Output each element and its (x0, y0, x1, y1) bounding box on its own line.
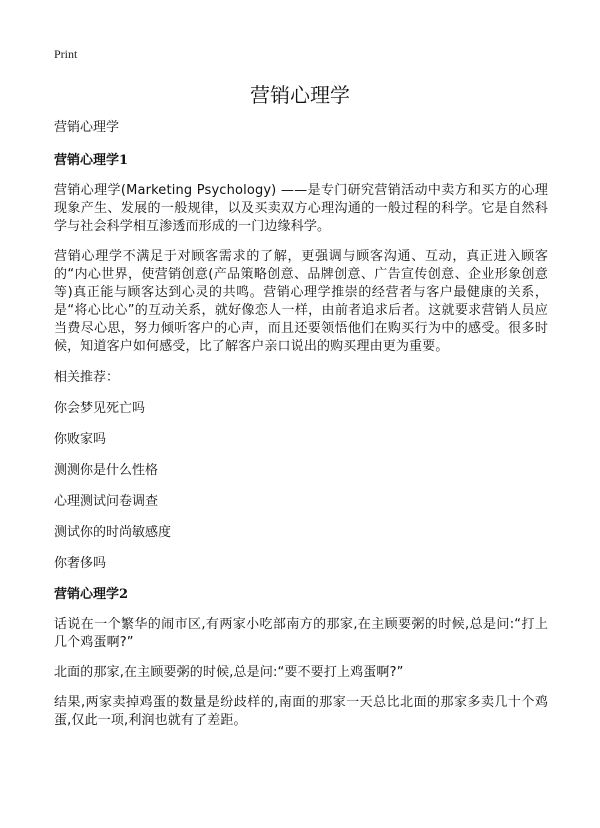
paragraph-story-result: 结果,两家卖掉鸡蛋的数量是纷歧样的,南面的那家一天总比北面的那家多卖几十个鸡蛋,仅此一项,利润也就有了差距。 (54, 695, 548, 728)
document-subtitle: 营销心理学 (54, 120, 120, 135)
section-heading-1: 营销心理学1 (54, 153, 129, 168)
related-item[interactable]: 你会梦见死亡吗 (54, 401, 146, 416)
page-title: 营销心理学 (250, 83, 350, 107)
paragraph-description: 营销心理学不满足于对顾客需求的了解，更强调与顾客沟通、互动，真正进入顾客的“内心世界，使营销创意(产品策略创意、品牌创意、广告宣传创意、企业形象创意等)真正能与顾客达到心灵的共鸣。营销心理学推崇的经营者与客户最健康的关系，是“将心比心”的互动关系，就好像恋人一样，由前者追求后者。这就要求营销人员应当费尽心思，努力倾听客户的心声，而且还要领悟他们在购买行为中的感受。很多时候，知道客户如何感受，比了解客户亲口说出的购买理由更为重要。 (54, 249, 548, 354)
paragraph-story-north: 北面的那家,在主顾要粥的时候,总是问:“要不要打上鸡蛋啊?” (54, 665, 404, 680)
related-item[interactable]: 你败家吗 (54, 432, 107, 447)
related-item[interactable]: 你奢侈吗 (54, 556, 107, 571)
related-list (54, 399, 548, 573)
article-body (54, 118, 548, 742)
related-label: 相关推荐： (54, 370, 120, 385)
paragraph-story-south: 话说在一个繁华的闹市区,有两家小吃部南方的那家,在主顾要粥的时候,总是问:“打上几个鸡蛋啊?” (54, 617, 548, 650)
paragraph-definition: 营销心理学(Marketing Psychology) ——是专门研究营销活动中卖方和买方的心理现象产生、发展的一般规律，以及买卖双方心理沟通的一般过程的科学。它是自然科学与社会科学相互渗透而形成的一门边缘科学。 (54, 183, 548, 234)
related-item[interactable]: 测测你是什么性格 (54, 463, 159, 478)
related-item[interactable]: 心理测试问卷调查 (54, 494, 159, 509)
section-2 (54, 585, 548, 730)
print-link[interactable]: Print (54, 47, 78, 61)
related-item[interactable]: 测试你的时尚敏感度 (54, 525, 172, 540)
section-heading-2: 营销心理学2 (54, 587, 129, 602)
